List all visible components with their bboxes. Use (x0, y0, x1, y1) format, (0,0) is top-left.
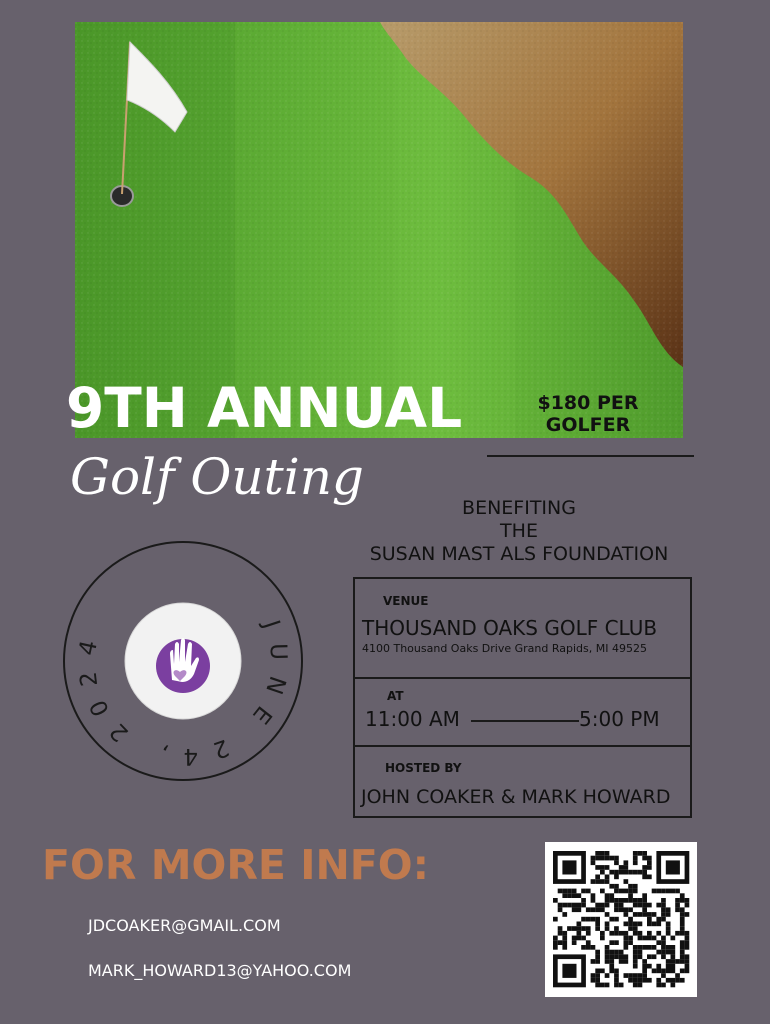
host-label: HOSTED BY (385, 761, 462, 775)
price-divider (487, 455, 694, 457)
event-details-box (353, 577, 692, 818)
title-annual: 9TH ANNUAL (66, 376, 463, 440)
venue-name: THOUSAND OAKS GOLF CLUB (362, 616, 658, 640)
benefit-line-2: THE (500, 520, 538, 542)
time-label: AT (387, 689, 404, 703)
time-dash (471, 720, 579, 722)
host-names: JOHN COAKER & MARK HOWARD (361, 786, 671, 808)
host-section (355, 745, 690, 818)
qr-code[interactable] (545, 842, 697, 997)
benefit-text (338, 497, 700, 566)
price-label: $180 PER GOLFER (537, 392, 639, 436)
time-section (355, 677, 690, 745)
venue-address: 4100 Thousand Oaks Drive Grand Rapids, MI 49525 (362, 642, 647, 655)
venue-label: VENUE (383, 594, 429, 608)
title-golf-outing: Golf Outing (70, 448, 364, 506)
benefit-line-3: SUSAN MAST ALS FOUNDATION (369, 543, 669, 565)
date-circle-graphic (62, 540, 304, 782)
time-end: 5:00 PM (579, 707, 660, 731)
benefit-line-1: BENEFITING (462, 497, 576, 519)
qr-code-graphic (545, 842, 697, 997)
date-textpath: JUNE 24, 2024 (74, 617, 292, 770)
email-link-2[interactable]: MARK_HOWARD13@YAHOO.COM (88, 961, 352, 980)
email-link-1[interactable]: JDCOAKER@GMAIL.COM (88, 916, 281, 935)
date-badge (62, 540, 304, 782)
more-info-heading: FOR MORE INFO: (42, 841, 430, 889)
time-start: 11:00 AM (365, 707, 460, 731)
